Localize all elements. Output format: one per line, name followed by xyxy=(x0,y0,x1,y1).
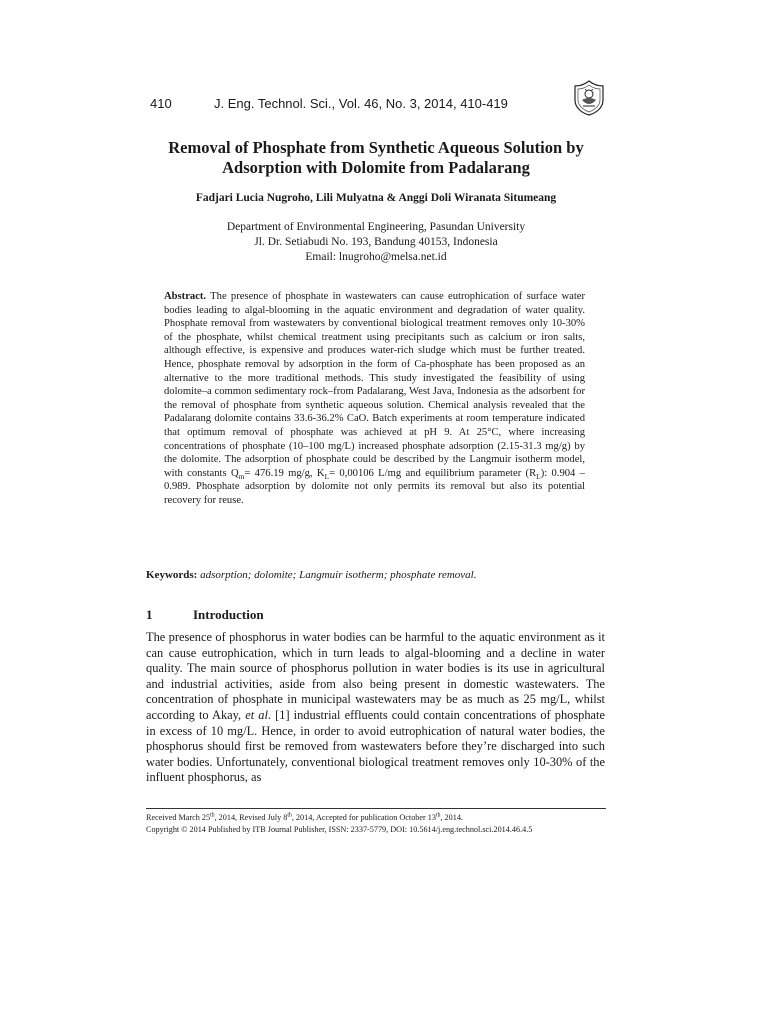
footnote-text: Received March 25 xyxy=(146,813,211,822)
footnote xyxy=(146,812,616,835)
department: Department of Environmental Engineering, Pasundan University xyxy=(226,221,526,233)
abstract-text: = 0,00106 L/mg and equilibrium parameter (R xyxy=(329,467,537,479)
abstract-text: ): 0.904 – 0.989. Phosphate adsorption by dolomite not only permits its removal but also its potential recovery for reuse. xyxy=(164,467,585,506)
footnote-text: , 2014, Revised July 8 xyxy=(214,813,288,822)
intro-paragraph xyxy=(146,630,605,786)
affiliation xyxy=(140,220,612,265)
footnote-text: , 2014, Accepted for publication October 13 xyxy=(291,813,436,822)
abstract xyxy=(164,290,585,508)
keywords-value: adsorption; dolomite; Langmuir isotherm; phosphate removal. xyxy=(197,569,477,581)
title-line: Adsorption with Dolomite from Padalarang xyxy=(222,158,530,177)
journal-citation: J. Eng. Technol. Sci., Vol. 46, No. 3, 2014, 410-419 xyxy=(214,96,508,111)
abstract-text: = 476.19 mg/g, K xyxy=(244,467,325,479)
keywords xyxy=(146,569,606,581)
email: Email: lnugroho@melsa.net.id xyxy=(305,251,447,263)
superscript: th xyxy=(287,812,292,819)
running-header xyxy=(150,94,620,116)
superscript: th xyxy=(210,812,215,819)
received-dates xyxy=(146,812,616,824)
footnote-text: , 2014. xyxy=(440,813,463,822)
keywords-label: Keywords: xyxy=(146,569,198,581)
section-heading xyxy=(146,607,606,623)
section-title: Introduction xyxy=(193,607,264,622)
author-list: Fadjari Lucia Nugroho, Lili Mulyatna & Anggi Doli Wiranata Situmeang xyxy=(195,192,557,204)
subscript: m xyxy=(238,471,245,481)
section-number: 1 xyxy=(146,607,153,622)
page-number: 410 xyxy=(150,96,172,111)
copyright: Copyright © 2014 Published by ITB Journal Publisher, ISSN: 2337-5779, DOI: 10.5614/j.eng.technol.sci.2014.46.4.5 xyxy=(146,824,533,834)
itb-crest-icon xyxy=(572,80,606,116)
citation-etal: et al xyxy=(245,707,268,722)
body-text: . [1] industrial effluents could contain concentrations of phosphate in excess of 10 mg/L. Hence, in order to avoid eutrophication of natural water bodies, the phosphorus should first be removed from wastewaters before they’re discharged into such water bodies. Unfortunately, conventional biological treatment removes only 10-30% of the influent phosphorus, as xyxy=(146,707,605,785)
abstract-text: The presence of phosphate in wastewaters can cause eutrophication of surface water bodies leading to algal-blooming in the aquatic environment and degradation of water quality. Phosphate removal from wastewaters by conventional biological treatment removes only 10-30% of the phosphate, whilst chemical treatment using precipitants such as calcium or iron salts, although effective, is expensive and produces water-rich sludge which must be further treated. Hence, phosphate removal by adsorption in the form of Ca-phosphate has been proposed as an alternative to the more traditional methods. This study investigated the feasibility of using dolomite–a common sedimentary rock–from Padalarang, West Java, Indonesia as the adsorbent for the removal of phosphate from synthetic aqueous solution. Chemical analysis revealed that the Padalarang dolomite contains 33.6-36.2% CaO. Batch experiments at room temperature indicated that optimum removal of phosphate was achieved at pH 9. At 25°C, where increasing concentrations of phosphate (10–100 mg/L) increased phosphate adsorption (2.15-31.3 mg/g) by the dolomite. The adsorption of phosphate could be described by the Langmuir isotherm model, with constants Q xyxy=(164,291,585,479)
address: Jl. Dr. Setiabudi No. 193, Bandung 40153, Indonesia xyxy=(254,236,498,248)
body-text: The presence of phosphorus in water bodies can be harmful to the aquatic environment as it can cause eutrophication, which in turn leads to algal-blooming and a decline in water quality. The main source of phosphorus pollution in water bodies is its use in agricultural and industrial activities, aside from also being present in domestic wastewaters. The concentration of phosphate in municipal wastewaters may be as much as 25 mg/L, whilst according to Akay, xyxy=(146,630,605,722)
subscript: L xyxy=(324,471,330,481)
abstract-label: Abstract. xyxy=(164,291,207,302)
paper-title xyxy=(140,138,612,178)
footnote-rule xyxy=(146,808,606,809)
title-line: Removal of Phosphate from Synthetic Aqueous Solution by xyxy=(168,138,584,157)
subscript: L xyxy=(536,471,541,481)
superscript: th xyxy=(435,812,441,819)
